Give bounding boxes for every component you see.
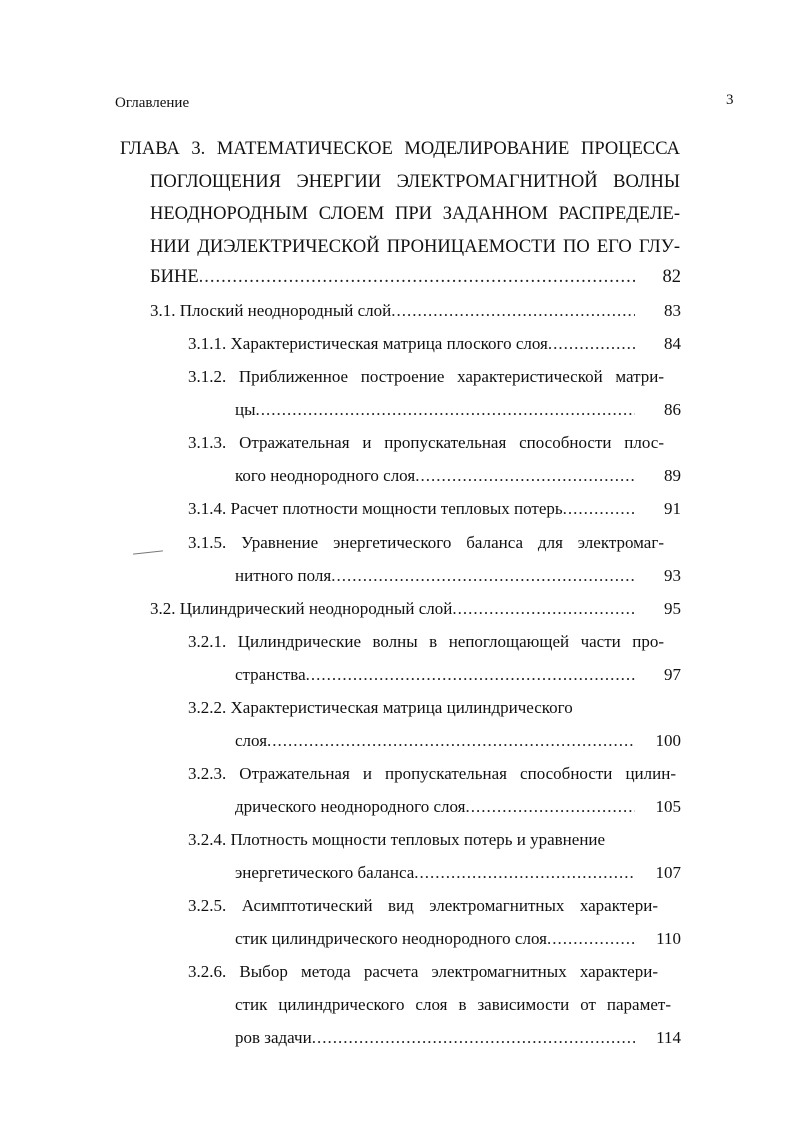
subsection-label-line: 3.2.2. Характеристическая матрица цилиндрического	[188, 698, 573, 717]
toc-subsection-3-1-1[interactable]	[188, 334, 681, 354]
leader-dots	[563, 499, 635, 519]
leader-dots	[306, 665, 635, 685]
page-ref: 89	[664, 466, 681, 485]
toc-subsection-3-2-2[interactable]	[235, 731, 681, 751]
page-number: 3	[726, 92, 734, 108]
page-ref: 110	[656, 929, 681, 948]
section-label: 3.1. Плоский неоднородный слой	[150, 301, 392, 320]
subsection-label: 3.1.4. Расчет плотности мощности тепловых потерь	[188, 499, 563, 518]
chapter-heading-line: НЕОДНОРОДНЫМ СЛОЕМ ПРИ ЗАДАННОМ РАСПРЕДЕЛЕ-	[150, 204, 680, 224]
toc-subsection-3-2-6[interactable]	[235, 1028, 681, 1048]
page-ref: 114	[656, 1028, 681, 1047]
page-ref: 93	[664, 566, 681, 585]
subsection-label-line: 3.2.1. Цилиндрические волны в непоглощающей части про-	[188, 632, 664, 651]
subsection-label-line: 3.1.5. Уравнение энергетического баланса для электромаг-	[188, 533, 664, 552]
subsection-label-line: 3.2.5. Асимптотический вид электромагнитных характери-	[188, 896, 658, 915]
leader-dots	[391, 301, 635, 321]
subsection-label: ров задачи	[235, 1028, 312, 1047]
page-ref: 105	[655, 797, 681, 816]
subsection-label-line: 3.2.4. Плотность мощности тепловых потерь и уравнение	[188, 830, 606, 849]
page-ref: 82	[662, 267, 681, 287]
subsection-label-line: 3.2.3. Отражательная и пропускательная способности цилин-	[188, 764, 676, 783]
chapter-3-entry[interactable]	[150, 267, 681, 288]
toc-subsection-3-2-1[interactable]	[235, 665, 681, 685]
chapter-heading-line: ГЛАВА 3. МАТЕМАТИЧЕСКОЕ МОДЕЛИРОВАНИЕ ПРОЦЕССА	[120, 139, 680, 159]
toc-subsection-3-1-5[interactable]	[235, 566, 681, 586]
scan-artifact-mark	[133, 550, 163, 554]
running-header: Оглавление	[115, 95, 190, 111]
page-ref: 83	[664, 301, 681, 320]
subsection-label: дрического неоднородного слоя	[235, 797, 466, 816]
leader-dots	[547, 929, 635, 949]
leader-dots	[466, 797, 636, 817]
toc-subsection-3-1-3[interactable]	[235, 466, 681, 486]
toc-subsection-3-1-2[interactable]	[235, 400, 681, 420]
page-ref: 86	[664, 400, 681, 419]
subsection-label: слоя	[235, 731, 268, 750]
leader-dots	[414, 863, 635, 883]
subsection-label-line: 3.2.6. Выбор метода расчета электромагнитных характери-	[188, 962, 658, 981]
leader-dots	[312, 1028, 635, 1048]
subsection-label: 3.1.1. Характеристическая матрица плоского слоя	[188, 334, 548, 353]
page-ref: 84	[664, 334, 681, 353]
subsection-label: цы	[235, 400, 256, 419]
chapter-heading-last-line: БИНЕ	[150, 267, 199, 287]
chapter-3-heading	[120, 133, 680, 263]
chapter-heading-line: НИИ ДИЭЛЕКТРИЧЕСКОЙ ПРОНИЦАЕМОСТИ ПО ЕГО ГЛУ-	[150, 236, 680, 257]
toc-subsection-3-1-4[interactable]	[188, 499, 681, 519]
page-ref: 91	[664, 499, 681, 518]
subsection-label-line: 3.1.2. Приближенное построение характеристической матри-	[188, 367, 664, 386]
page-ref: 107	[655, 863, 681, 882]
page-ref: 97	[664, 665, 681, 684]
leader-dots	[331, 566, 635, 586]
subsection-label: стик цилиндрического неоднородного слоя	[235, 929, 547, 948]
toc-section-3-1[interactable]	[150, 301, 681, 321]
chapter-heading-line: ПОГЛОЩЕНИЯ ЭНЕРГИИ ЭЛЕКТРОМАГНИТНОЙ ВОЛНЫ	[150, 171, 680, 192]
leader-dots	[199, 267, 635, 288]
subsection-label: нитного поля	[235, 566, 332, 585]
subsection-label: энергетического баланса	[235, 863, 415, 882]
leader-dots	[452, 599, 635, 619]
toc-subsection-3-2-3[interactable]	[235, 797, 681, 817]
toc-subsection-3-2-4[interactable]	[235, 863, 681, 883]
subsection-label: кого неоднородного слоя	[235, 466, 416, 485]
subsection-label-line: стик цилиндрического слоя в зависимости от парамет-	[235, 995, 671, 1014]
page-ref: 95	[664, 599, 681, 618]
leader-dots	[267, 731, 635, 751]
page-ref: 100	[655, 731, 681, 750]
leader-dots	[415, 466, 635, 486]
subsection-label: странства	[235, 665, 306, 684]
subsection-label-line: 3.1.3. Отражательная и пропускательная способности плос-	[188, 433, 664, 452]
toc-section-3-2[interactable]	[150, 599, 681, 619]
toc-subsection-3-2-5[interactable]	[235, 929, 681, 949]
section-label: 3.2. Цилиндрический неоднородный слой	[150, 599, 453, 618]
leader-dots	[548, 334, 635, 354]
leader-dots	[256, 400, 635, 420]
